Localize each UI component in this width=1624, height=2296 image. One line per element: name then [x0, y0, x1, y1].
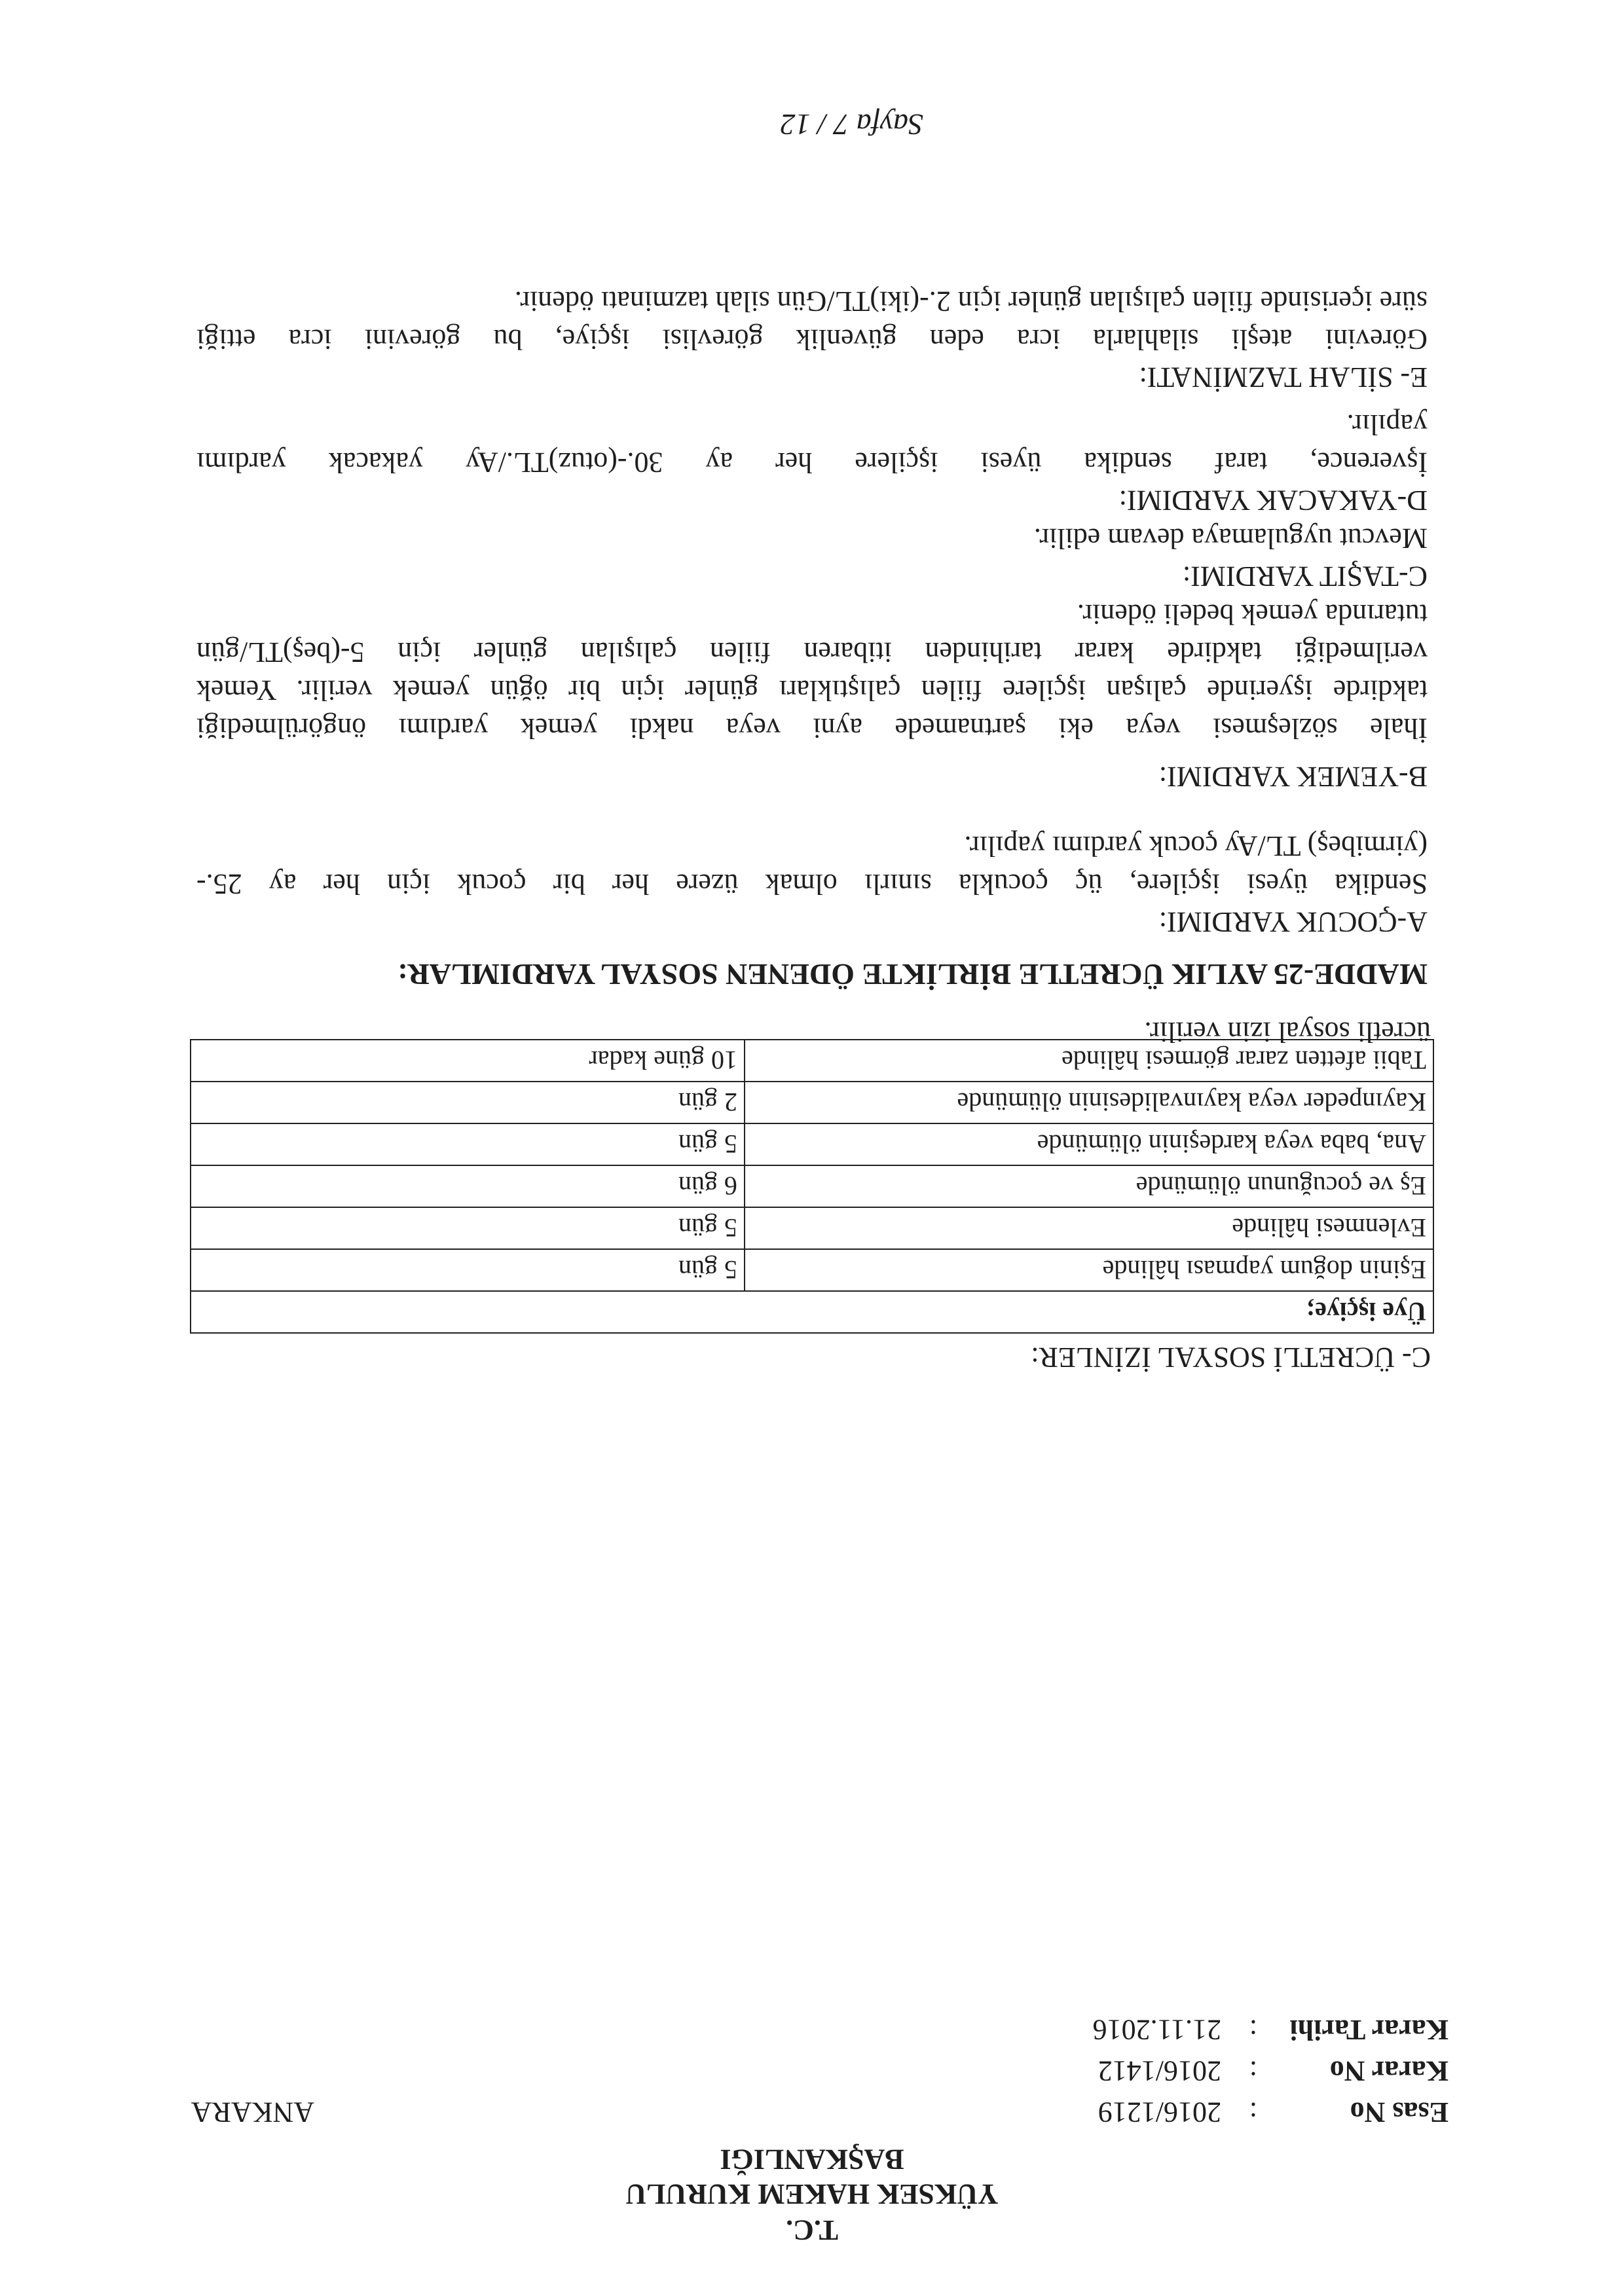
cocuk-yardimi-line: Sendika üyesi işçilere, üç çocukla sınırlı olmak üzere her bir çocuk için her ay 25.- [196, 868, 1428, 900]
meta-esas-label: Esas No [1350, 2096, 1449, 2128]
yemek-yardimi-line: İhale sözleşmesi veya eki şartnamede ayni veya nakdi yemek yardımı öngörülmediği [196, 712, 1428, 744]
meta-tarih-label: Karar Tarihi [1289, 2014, 1449, 2046]
table-row [191, 1249, 1433, 1291]
row-days: 5 gün [191, 1207, 745, 1249]
silah-tazminati-line: süre içerisinde fiilen çalışılan günler için 2.-(iki)TL/Gün silah tazminatı ödenir. [514, 285, 1428, 318]
row-event: Ana, baba veya kardeşinin ölümünde [745, 1123, 1433, 1165]
table-header-row [191, 1291, 1433, 1333]
meta-esas-sep: : [1249, 2096, 1257, 2128]
meta-karar-sep: : [1249, 2055, 1257, 2087]
yemek-yardimi-title: B-YEMEK YARDIMI: [1158, 761, 1428, 793]
yemek-yardimi-line: takdirde işyerinde çalışan işçilere fiilen çalıştıkları günler için bir öğün yemek verilir. Yemek [196, 674, 1428, 706]
yemek-yardimi-line: verilmediği takdirde karar tarihinden itibaren fiilen çalışılan günler için 5-(beş)TL/gün [196, 636, 1428, 668]
row-days: 2 gün [191, 1082, 745, 1123]
header-tc: T.C. [786, 2214, 838, 2246]
meta-karar-value: 2016/1412 [1098, 2055, 1221, 2087]
row-days: 6 gün [191, 1165, 745, 1207]
section-c-title: C- ÜCRETLİ SOSYAL İZİNLER: [1031, 1341, 1431, 1374]
header-presidency: BAŞKANLIĞI [720, 2143, 904, 2176]
city-ankara: ANKARA [191, 2096, 314, 2128]
row-event: Eşinin doğum yapması hâlinde [745, 1249, 1433, 1291]
table-row [191, 1165, 1433, 1207]
row-event: Kayınpeder veya kayınvalidesinin ölümünde [745, 1082, 1433, 1123]
row-event: Eş ve çocuğunun ölümünde [745, 1165, 1433, 1207]
meta-esas-value: 2016/1219 [1098, 2096, 1221, 2128]
madde-25-title: MADDE-25 AYLIK ÜCRETLE BİRLİKTE ÖDENEN SOSYAL YARDIMLAR: [397, 958, 1428, 991]
leave-table [190, 1039, 1434, 1334]
section-c-footer: ücretli sosyal izin verilir. [1144, 1016, 1431, 1048]
row-days: 5 gün [191, 1123, 745, 1165]
silah-tazminati-title: E- SİLAH TAZMİNATI: [1139, 361, 1428, 393]
table-row [191, 1123, 1433, 1165]
table-header: Üye işçiye; [191, 1291, 1433, 1333]
row-days: 5 gün [191, 1249, 745, 1291]
yakacak-yardimi-line: yapılır. [1346, 409, 1428, 441]
yemek-yardimi-line: tutarında yemek bedeli ödenir. [1077, 598, 1428, 630]
tasit-yardimi-line: Mevcut uygulamaya devam edilir. [1033, 522, 1428, 555]
meta-tarih-value: 21.11.2016 [1092, 2014, 1221, 2046]
row-event: Evlenmesi hâlinde [745, 1207, 1433, 1249]
madde-25 [196, 282, 1428, 993]
tasit-yardimi-title: C-TAŞIT YARDIMI: [1182, 560, 1428, 592]
table-row [191, 1207, 1433, 1249]
yakacak-yardimi-line: İşverence, taraf sendika üyesi işçilere her ay 30.-(otuz)TL./Ay yakacak yardımı [196, 446, 1428, 479]
table-row [191, 1082, 1433, 1123]
yakacak-yardimi-title: D-YAKACAK YARDIMI: [1118, 484, 1428, 517]
meta-karar-label: Karar No [1329, 2055, 1449, 2087]
header-court: YÜKSEK HAKEM KURULU [625, 2178, 999, 2210]
row-event: Tabii afetten zarar görmesi hâlinde [745, 1040, 1433, 1082]
page-number: Sayfa 7 / 12 [780, 108, 923, 141]
silah-tazminati-line: Görevini ateşli silahlarla icra eden güvenlik görevlisi işçiye, bu görevini icra ettiği [196, 323, 1428, 355]
row-days: 10 güne kadar [191, 1040, 745, 1082]
cocuk-yardimi-title: A-ÇOCUK YARDIMI: [1158, 906, 1428, 938]
cocuk-yardimi-line: (yirmibeş) TL/Ay çocuk yardımı yapılır. [964, 830, 1428, 862]
meta-tarih-sep: : [1249, 2014, 1257, 2046]
